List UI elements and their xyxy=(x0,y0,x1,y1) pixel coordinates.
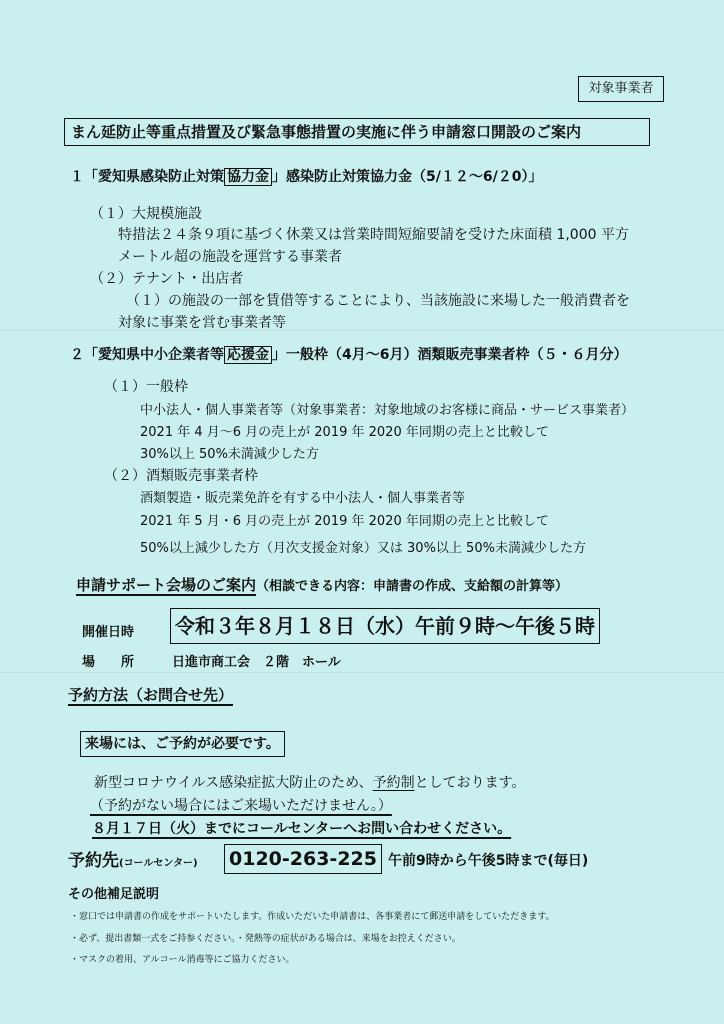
date-label: 開催日時 xyxy=(82,625,135,640)
reservation-heading: 予約方法（お問合せ先） xyxy=(68,686,234,704)
section2-heading-post: 」一般枠（4月～6月）酒類販売事業者枠（５・６月分） xyxy=(272,347,628,363)
note-item: ・マスクの着用、アルコール消毒等にご協力ください。 xyxy=(70,955,295,965)
section2-item1-line2: 2021 年 4 月～6 月の売上が 2019 年 2020 年同期の売上と比較して xyxy=(140,425,549,440)
reservation-line1-underlined: 予約制 xyxy=(372,775,415,791)
section2-item2-line2: 2021 年 5 月・6 月の売上が 2019 年 2020 年同期の売上と比較して xyxy=(140,514,549,529)
contact-sub-label: (コールセンター) xyxy=(119,858,198,869)
contact-hours: 午前9時から午後5時まで(毎日) xyxy=(388,853,589,869)
section1-heading-box: 協力金 xyxy=(224,168,272,186)
section1-item1-label: （１）大規模施設 xyxy=(90,206,202,222)
reservation-line2: （予約がない場合にはご来場いただけません。） xyxy=(90,798,392,814)
section1-item2-line1: （１）の施設の一部を賃借等することにより、当該施設に来場した一般消費者を xyxy=(126,293,630,309)
support-heading-note: （相談できる内容：申請書の作成、支給額の計算等） xyxy=(256,579,569,594)
reservation-line1 xyxy=(94,772,526,792)
support-heading-row xyxy=(76,574,568,595)
section2-item2-label: （２）酒類販売事業者枠 xyxy=(104,468,258,484)
note-item: ・必ず、提出書類一式をご持参ください。・発熱等の症状がある場合は、来場をお控えください。 xyxy=(70,934,461,944)
section2-heading-box: 応援金 xyxy=(224,346,272,364)
note-item: ・窓口では申請書の作成をサポートいたします。作成いただいた申請書は、各事業者にて郵送申請をしていただきます。 xyxy=(70,912,555,922)
contact-label: 予約先 xyxy=(68,851,119,871)
section1-heading-pre: １「愛知県感染防止対策 xyxy=(70,169,224,185)
support-heading: 申請サポート会場のご案内 xyxy=(76,576,257,594)
reservation-line3: ８月１７日（火）までにコールセンターへお問い合わせください。 xyxy=(92,821,512,837)
reservation-line1-post: としております。 xyxy=(414,775,526,791)
event-datetime: 令和３年８月１８日（水）午前９時～午後５時 xyxy=(170,608,600,644)
section1-heading xyxy=(70,166,542,188)
section2-heading xyxy=(70,344,627,366)
section2-item1-label: （１）一般枠 xyxy=(104,379,188,395)
section2-item2-line3: 50%以上減少した方（月次支援金対象）又は 30%以上 50%未満減少した方 xyxy=(140,541,586,556)
document-title: まん延防止等重点措置及び緊急事態措置の実施に伴う申請窓口開設のご案内 xyxy=(64,118,650,146)
reservation-line1-pre: 新型コロナウイルス感染症拡大防止のため、 xyxy=(94,775,373,791)
section2-item2-line1: 酒類製造・販売業免許を有する中小法人・個人事業者等 xyxy=(140,491,466,506)
place-label: 場 所 xyxy=(82,655,135,670)
phone-number: 0120-263-225 xyxy=(224,844,382,874)
section1-item1-line1: 特措法２４条９項に基づく休業又は営業時間短縮要請を受けた床面積 1,000 平方 xyxy=(118,227,629,243)
section1-item2-label: （２）テナント・出店者 xyxy=(90,271,244,287)
reservation-required-box: 来場には、ご予約が必要です。 xyxy=(80,731,285,757)
section2-item1-line1: 中小法人・個人事業者等（対象事業者：対象地域のお客様に商品・サービス事業者） xyxy=(140,403,635,418)
place-value: 日進市商工会 ２階 ホール xyxy=(172,655,341,670)
section1-heading-post: 」感染防止対策協力金（5/１２～6/２0）」 xyxy=(272,169,543,185)
section1-item2-line2: 対象に事業を営む事業者等 xyxy=(118,315,286,331)
contact-row xyxy=(68,846,198,876)
section2-heading-pre: ２「愛知県中小企業者等 xyxy=(70,347,224,363)
notes-heading: その他補足説明 xyxy=(68,887,160,902)
target-label: 対象事業者 xyxy=(578,76,664,102)
section1-item1-line2: メートル超の施設を運営する事業者 xyxy=(118,249,342,265)
section2-item1-line3: 30%以上 50%未満減少した方 xyxy=(140,447,319,462)
